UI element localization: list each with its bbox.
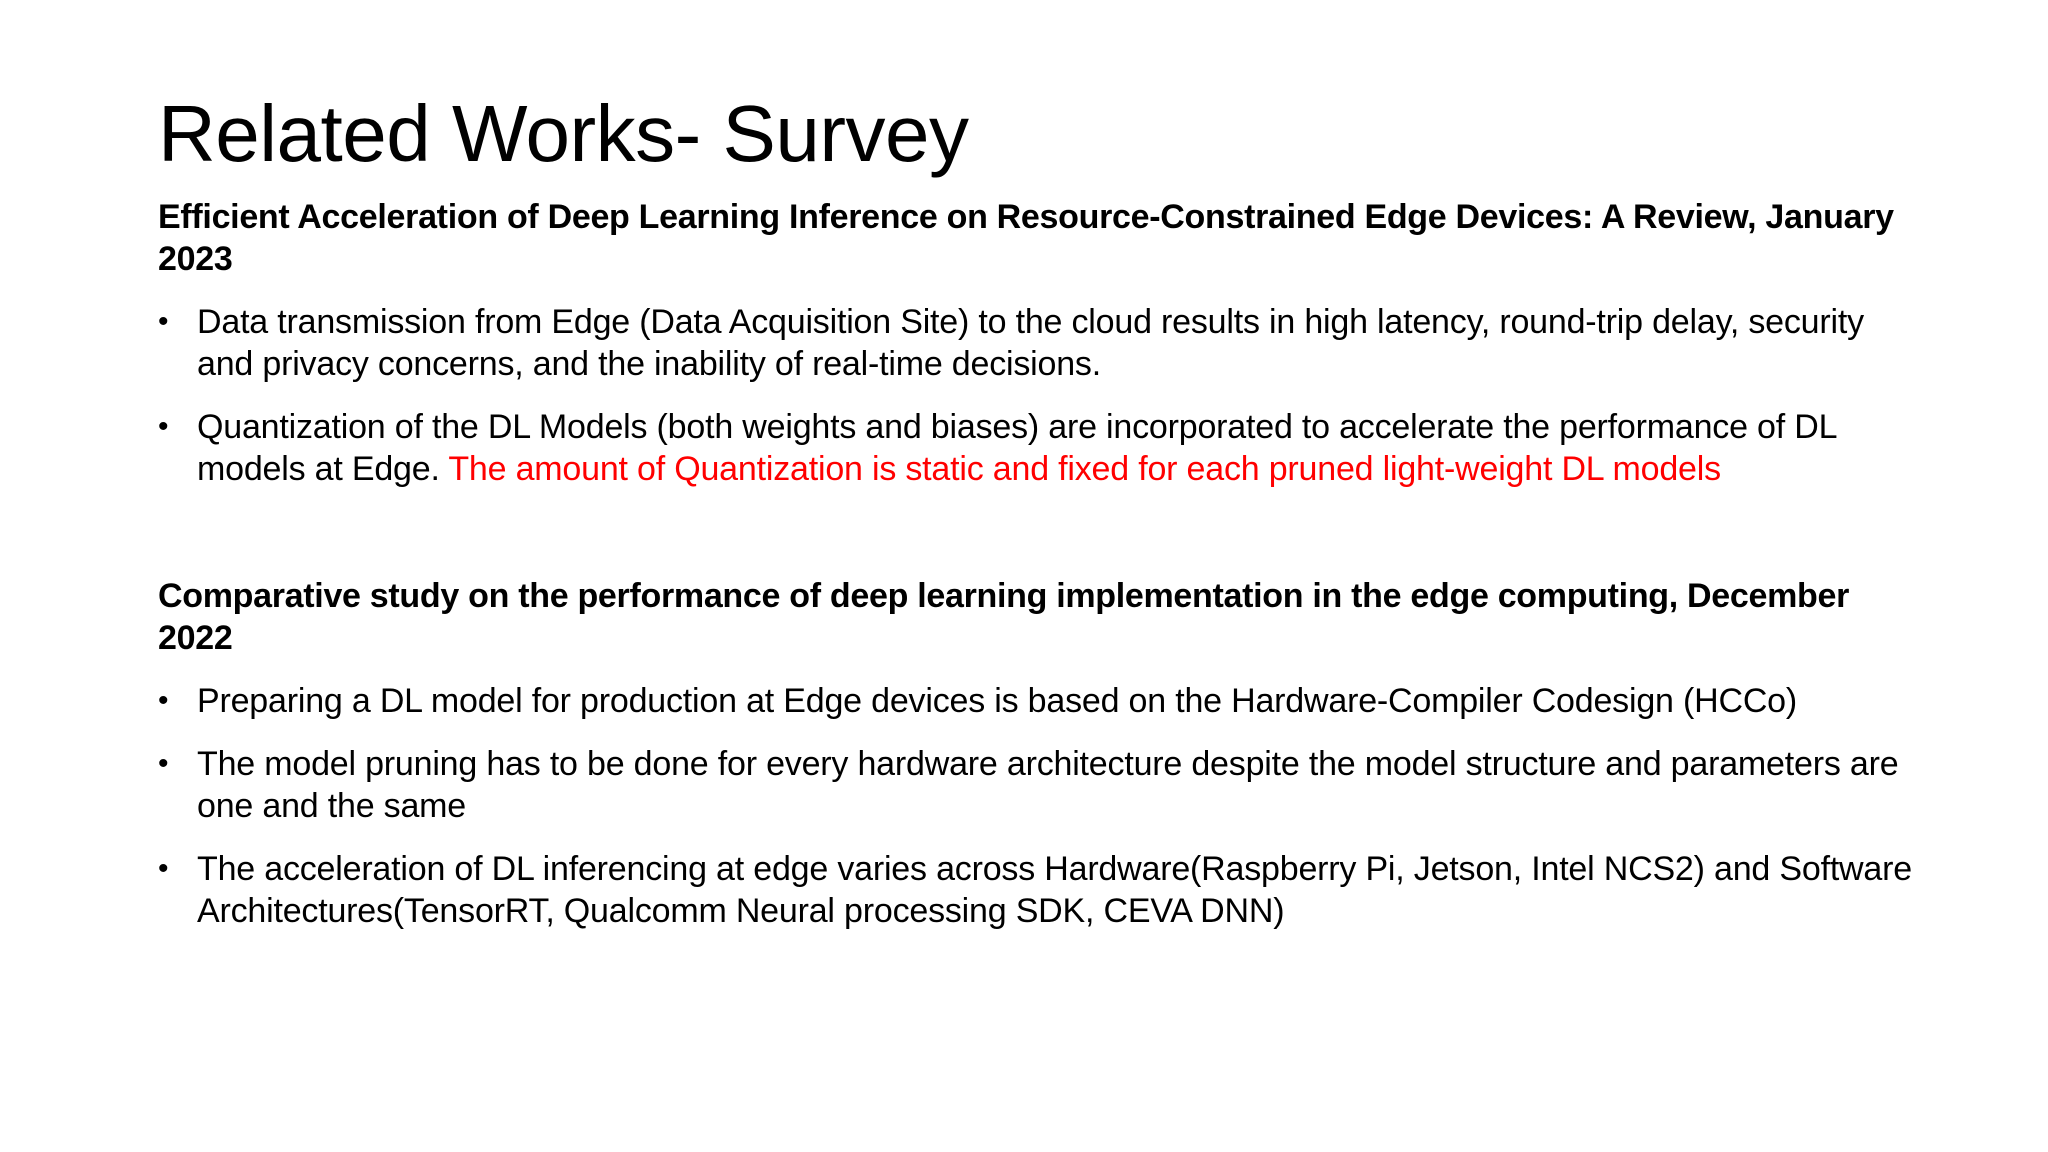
bullet-icon: •: [158, 747, 169, 780]
bullet-list: [158, 301, 1918, 490]
bullet-highlight-text: The amount of Quantization is static and fixed for each pruned light-weight DL models: [448, 450, 1721, 488]
bullet-text: Data transmission from Edge (Data Acquisition Site) to the cloud results in high latency, round-trip delay, security and privacy concerns, and the inability of real-time decisions.: [197, 303, 1864, 383]
bullet-text: Preparing a DL model for production at Edge devices is based on the Hardware-Compiler Codesign (HCCo): [197, 682, 1798, 720]
slide-title: Related Works- Survey: [158, 89, 969, 178]
bullet-item: [158, 848, 1918, 932]
section-heading: Efficient Acceleration of Deep Learning Inference on Resource-Constrained Edge Devices: A Review, January 2023: [158, 198, 1894, 278]
bullet-item: [158, 301, 1918, 385]
bullet-item: [158, 406, 1918, 490]
bullet-icon: •: [158, 305, 169, 338]
bullet-icon: •: [158, 684, 169, 717]
survey-section-2: [158, 575, 1918, 953]
survey-section-1: [158, 196, 1918, 511]
bullet-text: The acceleration of DL inferencing at edge varies across Hardware(Raspberry Pi, Jetson, Intel NCS2) and Software Architectures(TensorRT, Qualcomm Neural processing SDK, CEVA DNN): [197, 850, 1912, 930]
bullet-icon: •: [158, 410, 169, 443]
bullet-text: Quantization of the DL Models (both weights and biases) are incorporated to accelerate the performance of DL models at Edge.: [197, 408, 1837, 488]
bullet-item: [158, 680, 1918, 722]
bullet-list: [158, 680, 1918, 932]
bullet-text: The model pruning has to be done for every hardware architecture despite the model structure and parameters are one and the same: [197, 745, 1899, 825]
bullet-item: [158, 743, 1918, 827]
bullet-icon: •: [158, 852, 169, 885]
section-heading: Comparative study on the performance of deep learning implementation in the edge computing, December 2022: [158, 577, 1850, 657]
